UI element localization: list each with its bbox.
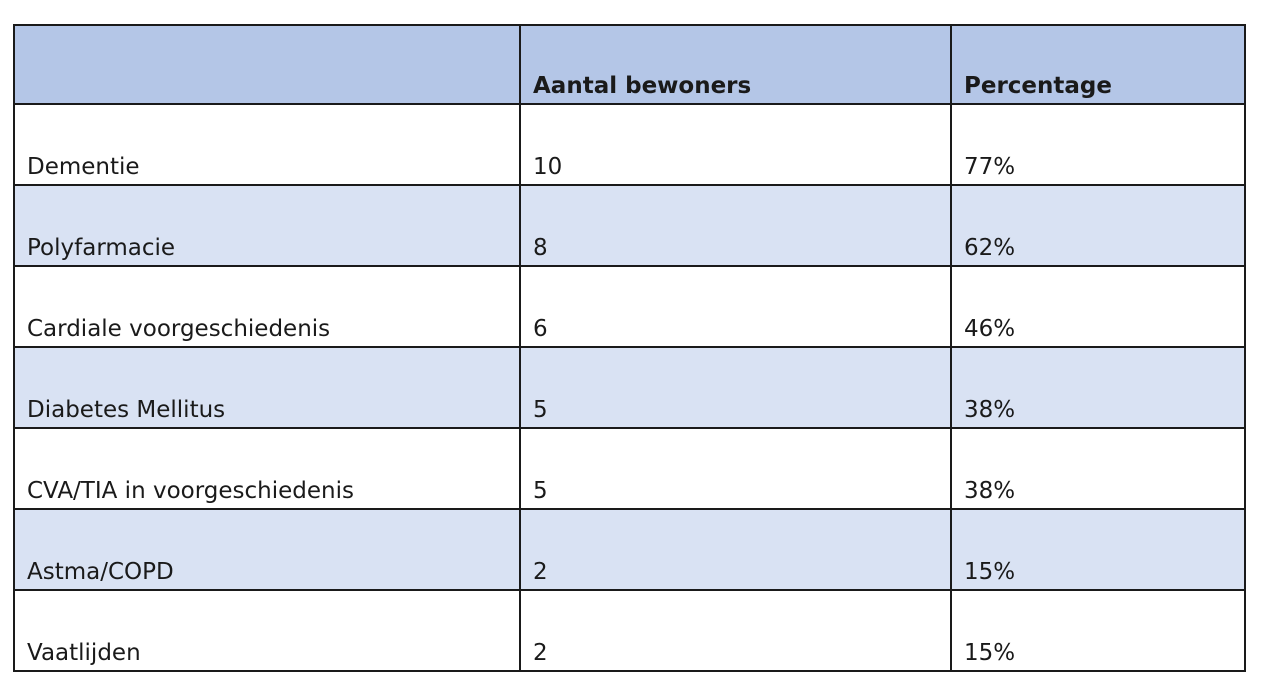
row-label: Polyfarmacie <box>14 185 520 266</box>
row-count: 5 <box>520 428 951 509</box>
header-percent-cell: Percentage <box>951 25 1245 104</box>
table-row <box>14 428 1245 509</box>
row-count: 2 <box>520 590 951 671</box>
row-count: 2 <box>520 509 951 590</box>
row-count: 6 <box>520 266 951 347</box>
row-percent: 15% <box>951 509 1245 590</box>
row-label: Cardiale voorgeschiedenis <box>14 266 520 347</box>
table-row <box>14 266 1245 347</box>
row-percent: 46% <box>951 266 1245 347</box>
header-label-cell <box>14 25 520 104</box>
row-percent: 38% <box>951 428 1245 509</box>
table-row <box>14 509 1245 590</box>
table-row <box>14 104 1245 185</box>
row-label: Vaatlijden <box>14 590 520 671</box>
row-count: 10 <box>520 104 951 185</box>
table-row <box>14 590 1245 671</box>
row-percent: 77% <box>951 104 1245 185</box>
row-count: 5 <box>520 347 951 428</box>
row-count: 8 <box>520 185 951 266</box>
header-row <box>14 25 1245 104</box>
table-row <box>14 185 1245 266</box>
row-label: CVA/TIA in voorgeschiedenis <box>14 428 520 509</box>
table-row <box>14 347 1245 428</box>
row-percent: 15% <box>951 590 1245 671</box>
row-label: Astma/COPD <box>14 509 520 590</box>
row-label: Diabetes Mellitus <box>14 347 520 428</box>
row-percent: 38% <box>951 347 1245 428</box>
row-percent: 62% <box>951 185 1245 266</box>
header-count-cell: Aantal bewoners <box>520 25 951 104</box>
comorbidity-table <box>13 24 1246 672</box>
row-label: Dementie <box>14 104 520 185</box>
